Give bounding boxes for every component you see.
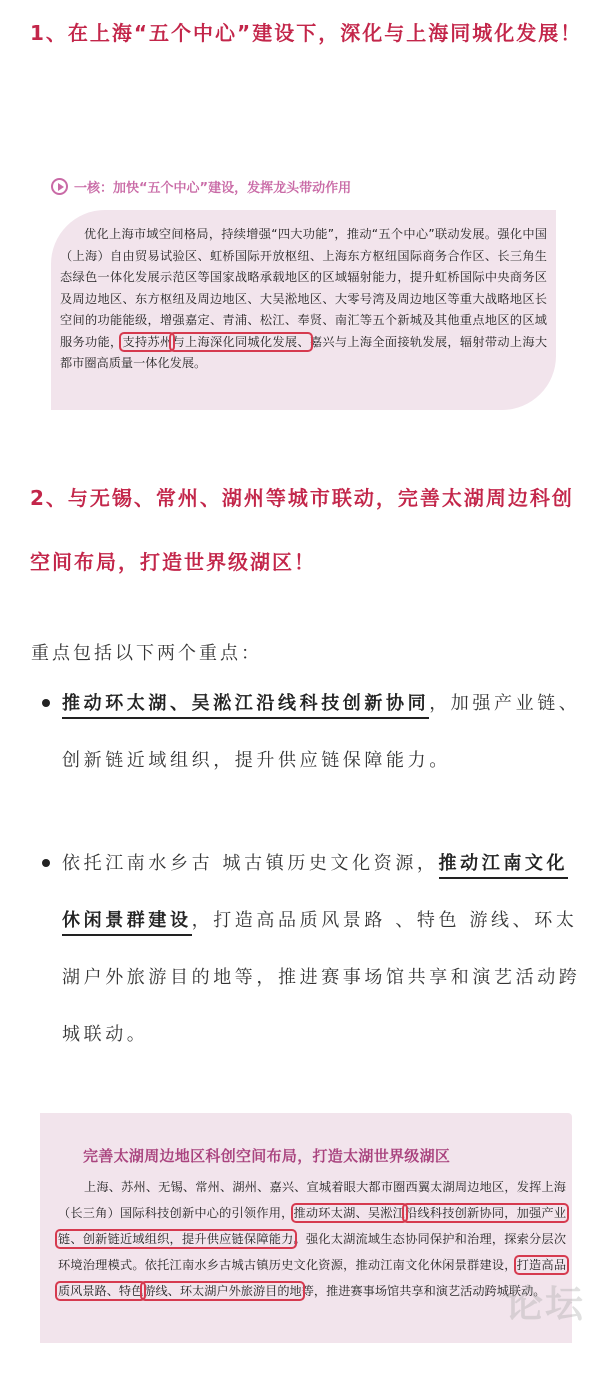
- policy-card-2-text: [58, 1174, 566, 1304]
- card2-highlight-1: 推动环太湖、吴淞江: [293, 1206, 406, 1220]
- watermark-logo: 论坛: [505, 1282, 586, 1326]
- bullet1-rest: ，加强产业链、创新链近域组织，提升供应链保障能力。: [62, 693, 581, 771]
- play-icon: [51, 178, 68, 195]
- section1-subheading: [51, 174, 351, 198]
- card1-text-before: 优化上海市域空间格局，持续增强“四大功能”，推动“五个中心”联动发展。强化中国（上海）自由贸易试验区、虹桥国际开放枢纽、上海东方枢纽国际商务合作区、长三角生态绿色一体化发展示范区等国家战略承载地区的区域辐射能力，提升虹桥国际中央商务区及周边地区、东方枢纽及周边地区、大吴淞地区、大零号湾及周边地区等重大战略地区长空间的功能能级，增强嘉定、青浦、松江、奉贤、南汇等五个新城及其他重点地区的区域服务功能，: [60, 227, 547, 349]
- subheading-text: 一核：加快“五个中心”建设，发挥龙头带动作用: [74, 180, 352, 196]
- section1-heading: 1、在上海“五个中心”建设下，深化与上海同城化发展！: [30, 21, 583, 45]
- card2-highlight-3: 打造高品质风景路、特色: [58, 1258, 567, 1298]
- section2-heading: 2、与无锡、常州、湖州等城市联动，完善太湖周边科创空间布局，打造世界级湖区！: [30, 486, 574, 574]
- bullet2-pre: 依托江南水乡古 城古镇历史文化资源，: [62, 853, 439, 874]
- bullet2-rest: ，打造高品质风景路 、特色 游线、环太湖户外旅游目的地等，推进赛事场馆共享和演艺活动跨城联动。: [62, 910, 581, 1045]
- bullet-item-1: [62, 675, 582, 789]
- card1-highlight-2: 与上海深化同城化发展、: [172, 334, 310, 349]
- card2-highlight-4: 游线、环太湖户外旅游目的地: [143, 1284, 302, 1298]
- policy-card-2-title: 完善太湖周边地区科创空间布局，打造太湖世界级湖区: [83, 1147, 451, 1165]
- bullet-item-2: [62, 835, 582, 1063]
- bullet2-strong: 推动江南文化休闲景群建设: [62, 853, 568, 936]
- bullet-dot-icon: [42, 859, 50, 867]
- bullet1-strong: 推动环太湖、吴淞江沿线科技创新协同: [62, 693, 429, 719]
- card1-text-after: 嘉兴与上海全面接轨发展，辐射带动上海大都市圈高质量一体化发展。: [60, 334, 548, 370]
- card2-highlight-2: 沿线科技创新协同，加强产业链、创新链近域组织，提升供应链保障能力: [58, 1206, 567, 1246]
- card2-text-before: 上海、苏州、无锡、常州、湖州、嘉兴、宣城着眼大都市圈西翼太湖周边地区，发挥上海（长三角）国际科技创新中心的引领作用，: [58, 1180, 566, 1220]
- bullet-dot-icon: [42, 699, 50, 707]
- card1-highlight-1: 支持苏州: [122, 334, 173, 349]
- policy-card-1-text: [60, 224, 547, 375]
- card2-text-mid: 。强化太湖流域生态协同保护和治理，探索分层次环境治理模式。依托江南水乡古城古镇历史文化资源，推动江南文化休闲景群建设，: [58, 1232, 567, 1272]
- intro-text: 重点包括以下两个重点：: [31, 643, 262, 664]
- card2-text-after: 等，推进赛事场馆共享和演艺活动跨城联动。: [301, 1284, 546, 1298]
